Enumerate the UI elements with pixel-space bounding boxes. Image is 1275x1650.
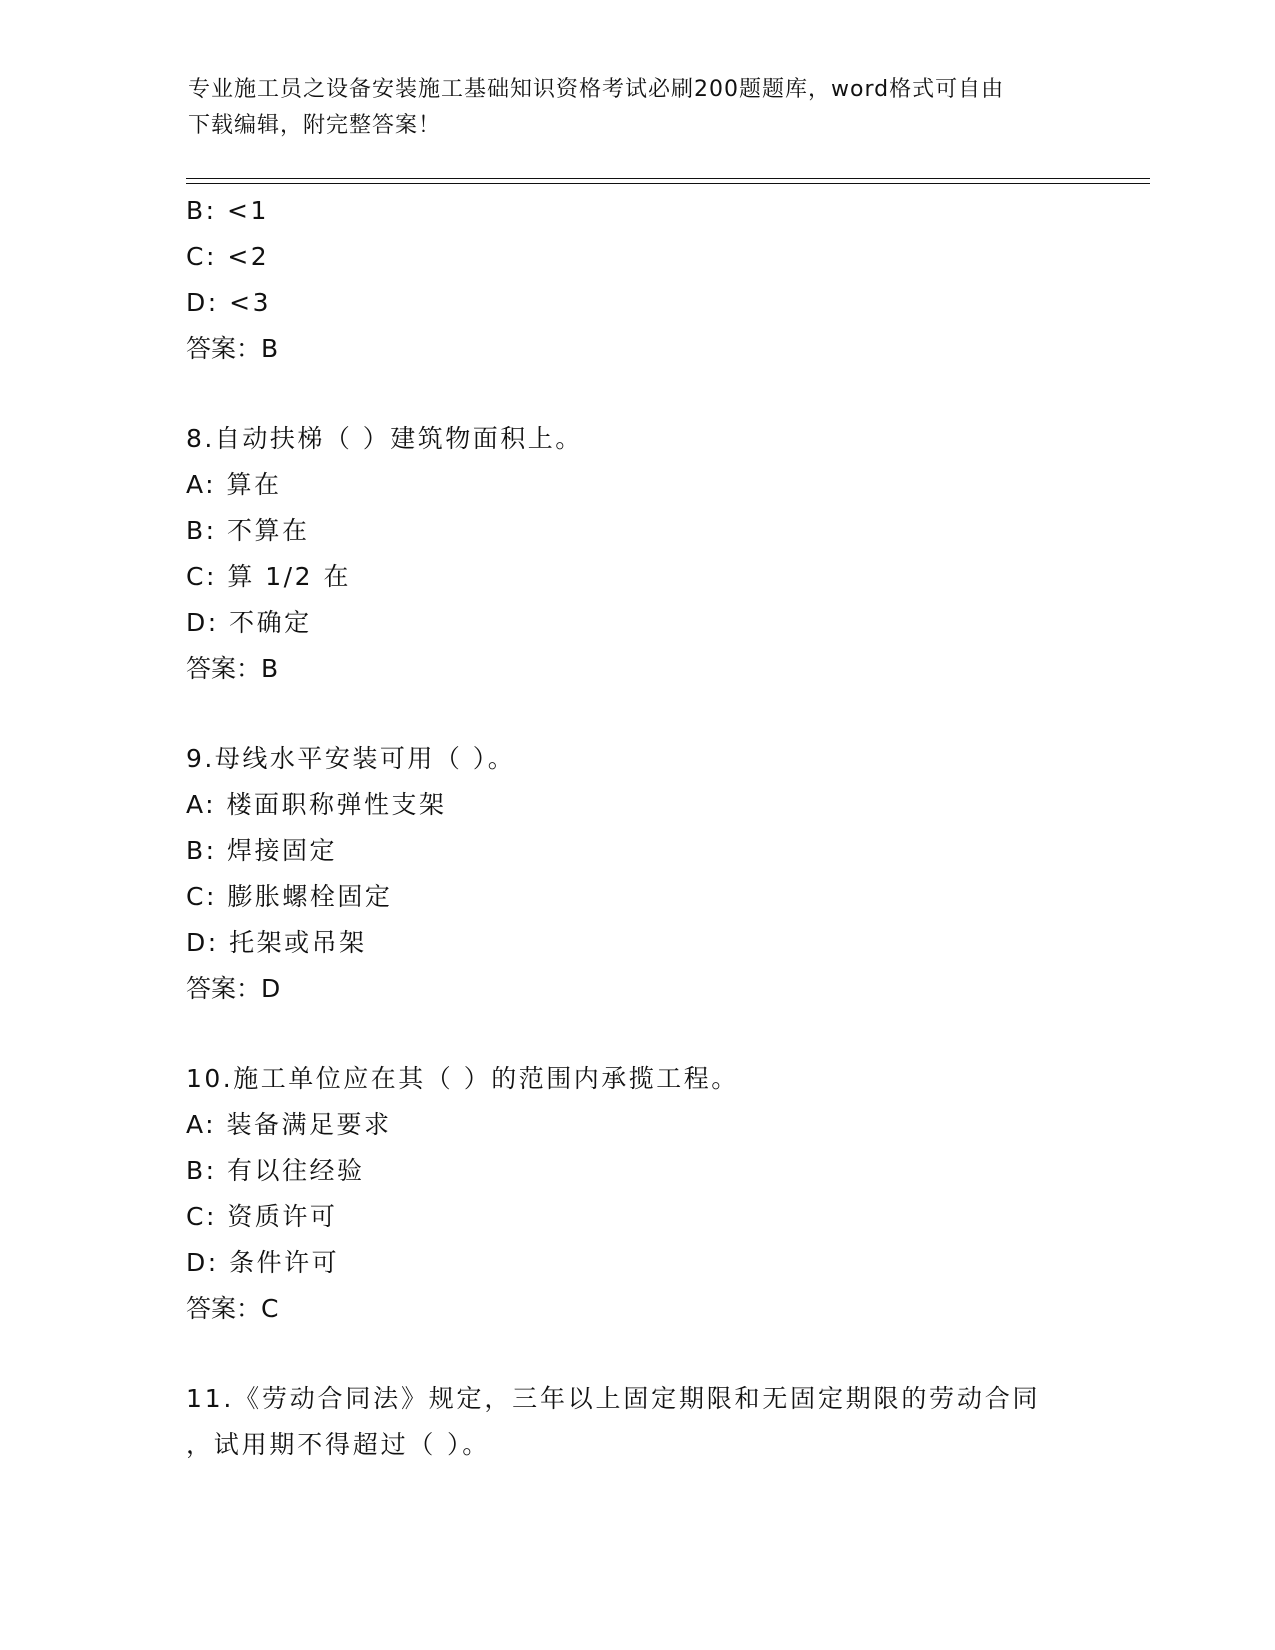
answer-line [186,326,1146,372]
answer-line [186,1286,1146,1332]
answer-label: 答案： [186,334,262,363]
question-stem-line-2: ，试用期不得超过（ ）。 [186,1430,491,1459]
spacer [186,1332,1146,1376]
answer-label: 答案： [186,1294,262,1323]
answer-value: D [261,974,282,1003]
header-rule-bottom [186,183,1150,184]
question-stem: 9.母线水平安装可用（ ）。 [186,744,516,773]
option-c: C: 资质许可 [186,1202,338,1231]
option-d: D: 条件许可 [186,1248,340,1277]
option-a: A: 算在 [186,470,282,499]
header-rule-top [186,178,1150,179]
option-b: B: <1 [186,196,269,225]
option-b: B: 有以往经验 [186,1156,365,1185]
spacer [186,372,1146,416]
option-a: A: 楼面职称弹性支架 [186,790,447,819]
option-c: C: <2 [186,242,270,271]
answer-label: 答案： [186,974,262,1003]
answer-label: 答案： [186,654,262,683]
answer-value: B [261,654,280,683]
spacer [186,1012,1146,1056]
question-8 [186,416,1146,692]
option-b: B: 焊接固定 [186,836,338,865]
answer-line [186,646,1146,692]
answer-value: C [261,1294,280,1323]
option-b: B: 不算在 [186,516,310,545]
question-stem-line-1: 11.《劳动合同法》规定，三年以上固定期限和无固定期限的劳动合同 [186,1384,1041,1413]
answer-line [186,966,1146,1012]
spacer [186,692,1146,736]
question-10 [186,1056,1146,1332]
option-c: C: 算 1/2 在 [186,562,351,591]
header-title-line-1: 专业施工员之设备安装施工基础知识资格考试必刷200题题库，word格式可自由 [188,77,1005,102]
answer-value: B [261,334,280,363]
question-stem: 10.施工单位应在其（ ）的范围内承揽工程。 [186,1064,739,1093]
option-a: A: 装备满足要求 [186,1110,392,1139]
option-d: D: 托架或吊架 [186,928,367,957]
document-header [188,72,1088,144]
question-9 [186,736,1146,1012]
question-partial [186,188,1146,372]
option-c: C: 膨胀螺栓固定 [186,882,393,911]
option-d: D: 不确定 [186,608,312,637]
question-list [186,188,1146,1468]
option-d: D: <3 [186,288,271,317]
header-title-line-2: 下载编辑，附完整答案！ [188,113,442,138]
question-11 [186,1376,1146,1468]
question-stem: 8.自动扶梯（ ）建筑物面积上。 [186,424,583,453]
